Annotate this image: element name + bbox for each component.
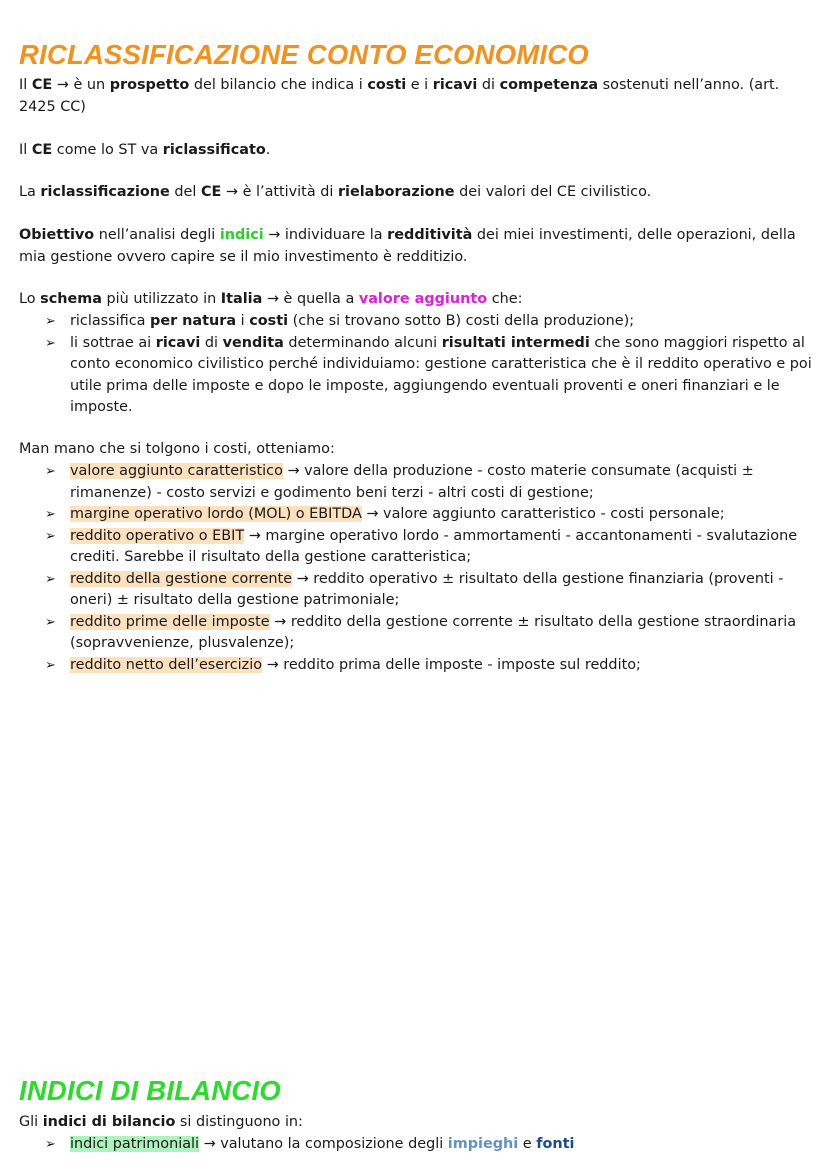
highlighted-term: margine operativo lordo (MOL) o EBITDA <box>70 506 362 522</box>
highlighted-term: indici patrimoniali <box>70 1136 200 1152</box>
list-schema-valore-aggiunto <box>19 311 814 419</box>
list-item: ➢ riclassifica per natura i costi (che si trovano sotto B) costi della produzione); <box>19 311 814 333</box>
list-item: ➢ reddito prime delle imposte → reddito della gestione corrente ± risultato della gestione straordinaria (sopravvenienze, plusvalenze); <box>45 613 797 651</box>
arrow-bullet-icon: ➢ <box>45 314 56 329</box>
paragraph-schema: Lo schema più utilizzato in Italia → è quella a valore aggiunto che: <box>19 291 523 307</box>
arrow-bullet-icon: ➢ <box>45 528 56 544</box>
paragraph-man-mano: Man mano che si tolgono i costi, otteniamo: <box>19 441 335 457</box>
highlighted-term: reddito prime delle imposte <box>70 613 270 630</box>
list-item: ➢ li sottrae ai ricavi di vendita determinando alcuni risultati intermedi che sono maggiori rispetto al conto economico civilistico perché individuiamo: gestione caratteristica che è il reddito operativo e poi utile prima delle imposte e dopo le imposte, aggiungendo eventuali proventi e oneri finanziari e le imposte. <box>45 334 812 415</box>
list-item: ➢ valore aggiunto caratteristico → valore della produzione - costo materie consumate (acquisti ± rimanenze) - costo servizi e godimento beni terzi - altri costi di gestione; <box>45 463 754 501</box>
arrow-bullet-icon: ➢ <box>45 614 56 630</box>
list-item: ➢ reddito netto dell’esercizio → reddito prima delle imposte - imposte sul reddito; <box>19 655 814 677</box>
highlighted-term: valore aggiunto caratteristico <box>70 463 283 479</box>
list-item: ➢ indici patrimoniali → valutano la composizione degli impieghi e fonti <box>19 1134 814 1156</box>
arrow-bullet-icon: ➢ <box>45 335 56 351</box>
arrow-bullet-icon: ➢ <box>45 507 56 522</box>
paragraph-obiettivo: Obiettivo nell’analisi degli indici → individuare la redditività dei miei investimenti, delle operazioni, della mia gestione ovvero capire se il mio investimento è redditizio. <box>19 227 796 265</box>
arrow-bullet-icon: ➢ <box>45 571 56 587</box>
list-risultati-intermedi <box>19 461 814 676</box>
arrow-bullet-icon: ➢ <box>45 464 56 479</box>
paragraph-riclassificazione: La riclassificazione del CE → è l’attività di rielaborazione dei valori del CE civilistico. <box>19 184 652 200</box>
section-title-indici-di-bilancio: INDICI DI BILANCIO <box>19 1075 281 1106</box>
highlighted-term: reddito netto dell’esercizio <box>70 656 263 673</box>
paragraph-ce-riclassificato: Il CE come lo ST va riclassificato. <box>19 142 271 158</box>
list-item: ➢ reddito della gestione corrente → reddito operativo ± risultato della gestione finanziaria (proventi - oneri) ± risultato della gestione patrimoniale; <box>45 570 784 608</box>
list-item: ➢ margine operativo lordo (MOL) o EBITDA → valore aggiunto caratteristico - costi personale; <box>19 504 814 526</box>
highlighted-term: reddito operativo o EBIT <box>70 527 245 544</box>
arrow-bullet-icon: ➢ <box>45 657 56 673</box>
list-indici <box>19 1134 814 1156</box>
paragraph-indici-intro: Gli indici di bilancio si distinguono in: <box>19 1114 303 1130</box>
highlighted-term: reddito della gestione corrente <box>70 570 293 587</box>
paragraph-ce-definition: Il CE → è un prospetto del bilancio che indica i costi e i ricavi di competenza sostenuti nell’anno. (art. 2425 CC) <box>19 77 780 115</box>
arrow-bullet-icon: ➢ <box>45 1137 56 1152</box>
list-item: ➢ reddito operativo o EBIT → margine operativo lordo - ammortamenti - accantonamenti - svalutazione crediti. Sarebbe il risultato della gestione caratteristica; <box>45 527 798 565</box>
section-title-conto-economico: RICLASSIFICAZIONE CONTO ECONOMICO <box>19 39 589 70</box>
